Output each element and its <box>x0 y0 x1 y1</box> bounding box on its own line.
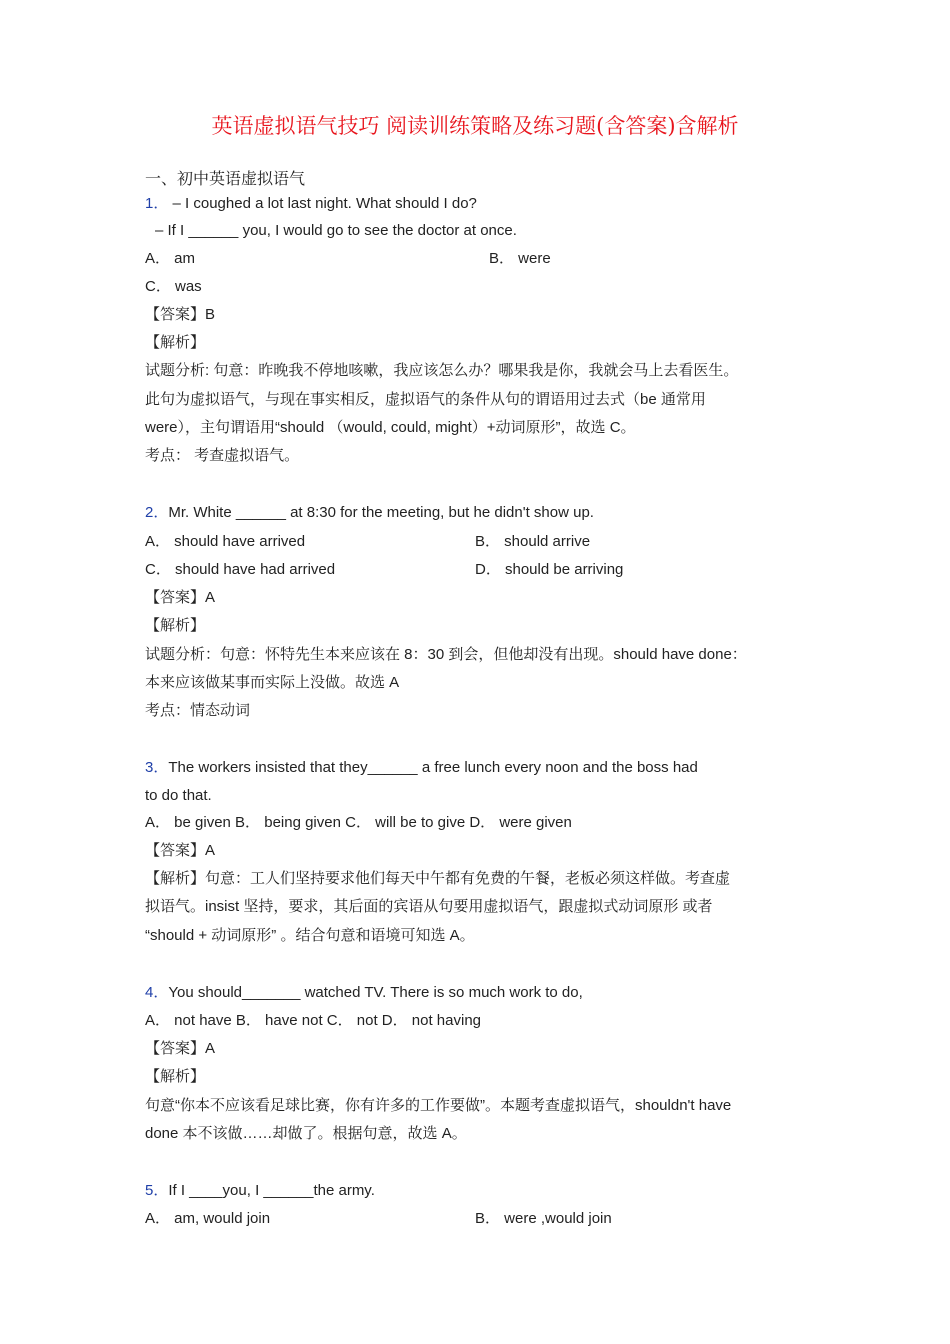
answer: 【答案】A <box>145 1040 216 1057</box>
key-point: 考点：情态动词 <box>145 702 251 719</box>
option-b: B． were <box>489 250 551 267</box>
question-text-line2: to do that. <box>145 787 212 804</box>
option-b: B． were ,would join <box>475 1210 612 1227</box>
question-text: Mr. White ______ at 8:30 for the meeting, but he didn't show up. <box>168 504 594 521</box>
question-text: If I ____you, I ______the army. <box>168 1182 375 1199</box>
explanation-line: 【解析】句意：工人们坚持要求他们每天中午都有免费的午餐，老板必须这样做。考查虚 <box>145 870 731 887</box>
question-4 <box>145 983 583 1003</box>
question-text: The workers insisted that they______ a free lunch every noon and the boss had <box>168 759 698 776</box>
option-a: A． am <box>145 250 196 267</box>
question-3 <box>145 758 698 778</box>
question-number: 5． <box>145 1182 169 1199</box>
question-number: 1． <box>145 195 169 212</box>
option-c: C． should have had arrived <box>145 561 336 578</box>
options: A． not have B． have not C． not D． not having <box>145 1012 482 1029</box>
options: A． be given B． being given C． will be to give D． were given <box>145 814 572 831</box>
analysis-label: 【解析】 <box>145 617 206 634</box>
question-text: – I coughed a lot last night. What should I do? <box>168 195 477 212</box>
explanation-line: were），主句谓语用“should （would, could, might）+动词原形”，故选 C。 <box>145 419 636 436</box>
answer: 【答案】B <box>145 306 216 323</box>
explanation-line: 拟语气。insist 坚持，要求，其后面的宾语从句要用虚拟语气，跟虚拟式动词原形 或者 <box>145 898 713 915</box>
explanation-line: 句意“你本不应该看足球比赛，你有许多的工作要做”。本题考查虚拟语气，shouldn't have <box>145 1097 732 1114</box>
question-1 <box>145 194 477 214</box>
page-title: 英语虚拟语气技巧 阅读训练策略及练习题(含答案)含解析 <box>211 114 739 138</box>
key-point: 考点： 考查虚拟语气。 <box>145 447 300 464</box>
answer: 【答案】A <box>145 842 216 859</box>
question-text: You should_______ watched TV. There is so much work to do, <box>168 984 583 1001</box>
explanation-line: “should + 动词原形” 。结合句意和语境可知选 A。 <box>145 927 475 944</box>
option-d: D． should be arriving <box>475 561 624 578</box>
analysis-label: 【解析】 <box>145 1068 206 1085</box>
option-c: C． was <box>145 278 202 295</box>
section-heading: 一、初中英语虚拟语气 <box>145 169 306 188</box>
explanation-line: done 本不该做……却做了。根据句意，故选 A。 <box>145 1125 467 1142</box>
explanation-line: 本来应该做某事而实际上没做。故选 A <box>145 674 400 691</box>
explanation-line: 此句为虚拟语气，与现在事实相反，虚拟语气的条件从句的谓语用过去式（be 通常用 <box>145 391 706 408</box>
answer: 【答案】A <box>145 589 216 606</box>
question-number: 4． <box>145 984 169 1001</box>
question-number: 3． <box>145 759 169 776</box>
explanation-line: 试题分析: 句意：昨晚我不停地咳嗽，我应该怎么办？哪果我是你，我就会马上去看医生。 <box>145 362 739 379</box>
option-a: A． am, would join <box>145 1210 271 1227</box>
analysis-label: 【解析】 <box>145 334 206 351</box>
option-a: A． should have arrived <box>145 533 306 550</box>
question-number: 2． <box>145 504 169 521</box>
question-text-line2: – If I ______ you, I would go to see the doctor at once. <box>155 222 517 239</box>
explanation-line: 试题分析：句意：怀特先生本来应该在 8：30 到会，但他却没有出现。should have done： <box>145 646 747 663</box>
option-b: B． should arrive <box>475 533 591 550</box>
question-2 <box>145 503 594 523</box>
question-5 <box>145 1181 375 1201</box>
